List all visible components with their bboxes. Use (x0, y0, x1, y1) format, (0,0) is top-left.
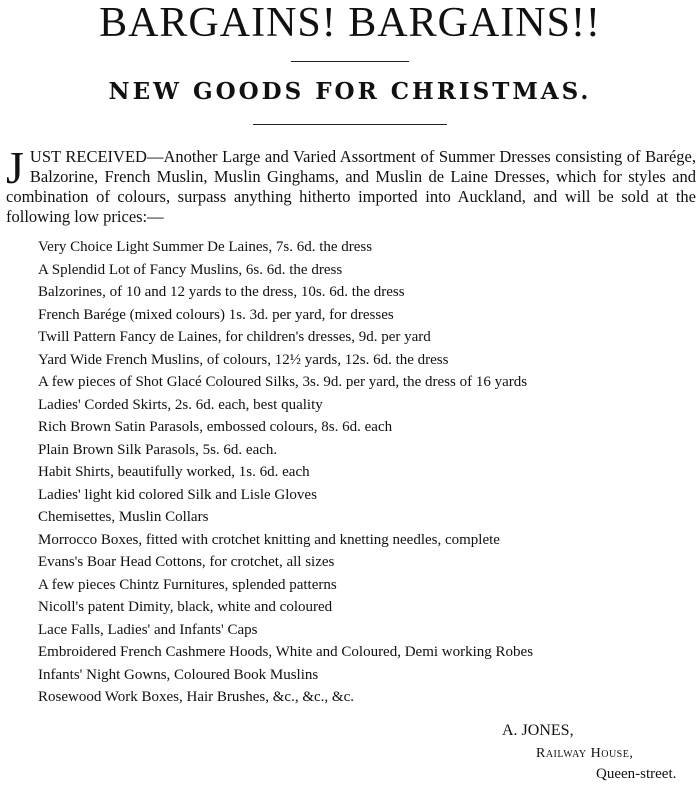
list-item: A Splendid Lot of Fancy Muslins, 6s. 6d. the dress (38, 261, 343, 278)
list-item: A few pieces of Shot Glacé Coloured Silks, 3s. 9d. per yard, the dress of 16 yards (38, 374, 528, 390)
price-list (38, 236, 688, 709)
drop-cap: J (6, 142, 24, 193)
subheadline: NEW GOODS FOR CHRISTMAS. (108, 78, 592, 105)
list-item: Rich Brown Satin Parasols, embossed colours, 8s. 6d. each (38, 419, 393, 435)
list-item: Habit Shirts, beautifully worked, 1s. 6d. each (38, 464, 310, 480)
list-item: Evans's Boar Head Cottons, for crotchet, all sizes (38, 554, 335, 570)
list-item: French Barége (mixed colours) 1s. 3d. per yard, for dresses (38, 306, 394, 323)
intro-paragraph (6, 142, 696, 227)
list-item: Lace Falls, Ladies' and Infants' Caps (38, 621, 258, 638)
list-item: A few pieces Chintz Furnitures, splended patterns (38, 576, 337, 593)
list-item: Yard Wide French Muslins, of colours, 12½ yards, 12s. 6d. the dress (38, 351, 449, 368)
list-item: Very Choice Light Summer De Laines, 7s. 6d. the dress (38, 239, 373, 255)
list-item: Infants' Night Gowns, Coloured Book Muslins (38, 666, 319, 683)
signature-name: A. JONES, (502, 722, 574, 739)
list-item: Chemisettes, Muslin Collars (38, 509, 209, 525)
list-item: Balzorines, of 10 and 12 yards to the dress, 10s. 6d. the dress (38, 284, 405, 300)
divider-rule-bottom (253, 124, 447, 125)
list-item: Ladies' light kid colored Silk and Lisle Gloves (38, 486, 317, 503)
signature-street: Queen-street. (596, 766, 677, 782)
list-item: Ladies' Corded Skirts, 2s. 6d. each, best quality (38, 396, 323, 413)
list-item: Plain Brown Silk Parasols, 5s. 6d. each. (38, 441, 278, 458)
divider-rule-top (291, 61, 409, 62)
list-item: Twill Pattern Fancy de Laines, for children's dresses, 9d. per yard (38, 329, 431, 345)
list-item: Embroidered French Cashmere Hoods, White and Coloured, Demi working Robes (38, 644, 534, 660)
list-item: Rosewood Work Boxes, Hair Brushes, &c., &c., &c. (38, 689, 354, 705)
signature-house: Railway House, (536, 746, 634, 761)
headline: BARGAINS! BARGAINS!! (99, 0, 601, 46)
list-item: Nicoll's patent Dimity, black, white and coloured (38, 599, 333, 615)
intro-text: UST RECEIVED—Another Large and Varied Assortment of Summer Dresses consisting of Barége, Balzorine, French Muslin, Muslin Ginghams, and Muslin de Laine Dresses, which for styles and combination of colours, surpass anything hitherto imported into Auckland, and will be sold at the following low prices:— (6, 147, 696, 226)
list-item: Morrocco Boxes, fitted with crotchet knitting and knetting needles, complete (38, 531, 500, 548)
